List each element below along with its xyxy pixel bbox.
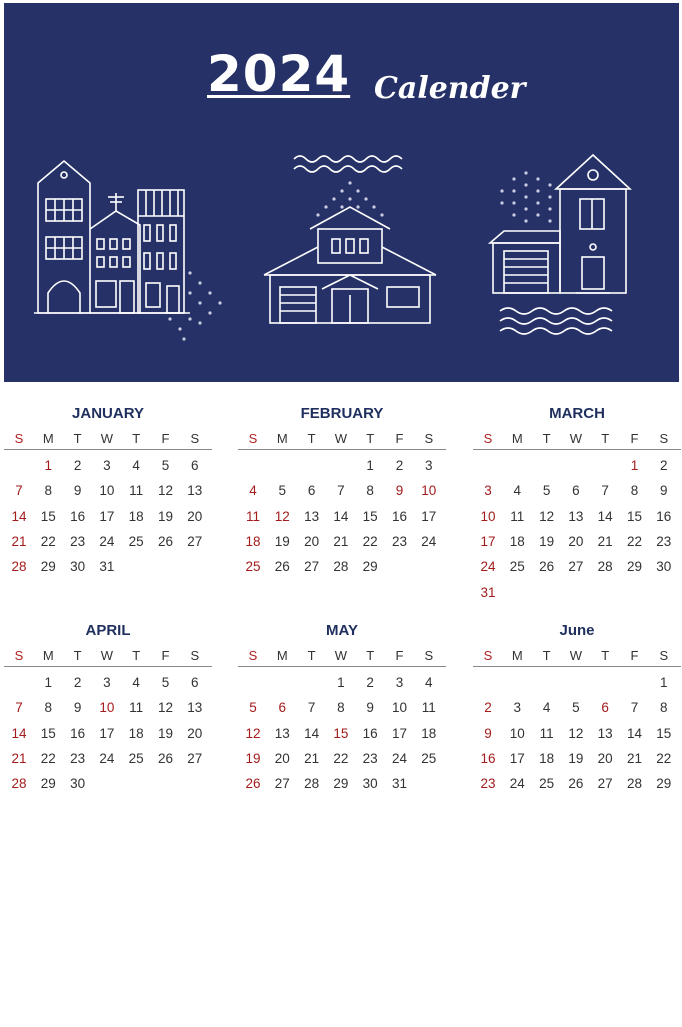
day-cell: 14: [597, 508, 613, 524]
day-cell: 4: [425, 675, 433, 690]
day-cell: 26: [157, 750, 174, 766]
day-cell: 28: [11, 776, 27, 792]
weekday-divider: [473, 666, 681, 667]
weekday-label: T: [132, 431, 141, 446]
day-cell: 25: [128, 750, 144, 766]
month-april: [4, 622, 212, 832]
day-cell: 30: [656, 559, 672, 575]
day-cell: 7: [307, 700, 316, 716]
weekday-label: W: [100, 431, 114, 446]
day-cell: 11: [129, 700, 144, 716]
day-cell: 8: [630, 483, 639, 499]
weekday-label: F: [161, 431, 170, 446]
weekday-label: T: [73, 648, 82, 663]
day-cell: 19: [157, 725, 174, 741]
day-cell: 13: [597, 725, 613, 741]
weekday-label: T: [542, 431, 551, 446]
day-cell: 1: [660, 675, 668, 690]
weekday-label: F: [395, 431, 404, 446]
day-cell: 9: [366, 700, 374, 716]
day-cell: 2: [366, 675, 374, 690]
day-cell: 1: [337, 675, 345, 690]
day-cell: 26: [157, 533, 174, 549]
day-cell: 18: [128, 508, 144, 524]
weekday-label: S: [248, 648, 258, 663]
day-cell: 5: [572, 700, 580, 716]
day-cell: 9: [73, 700, 82, 716]
day-cell: 2: [73, 675, 82, 690]
day-cell: 20: [597, 750, 613, 766]
day-cell: 29: [626, 559, 643, 575]
weekday-label: T: [601, 431, 610, 446]
day-cell: 14: [304, 725, 320, 741]
month-name: APRIL: [85, 622, 131, 639]
month-february: [238, 405, 446, 615]
weekday-divider: [473, 449, 681, 450]
day-cell: 4: [249, 483, 257, 499]
day-cell: 10: [391, 700, 408, 716]
weekday-label: S: [248, 431, 258, 446]
day-cell: 28: [597, 559, 613, 575]
day-cell: 6: [191, 458, 199, 473]
weekday-label: T: [307, 431, 316, 446]
day-cell: 9: [73, 483, 82, 499]
day-cell: 8: [44, 483, 53, 499]
day-cell: 22: [626, 533, 643, 549]
day-cell: 6: [601, 700, 609, 716]
day-cell: 24: [509, 776, 525, 792]
day-cell: 22: [333, 750, 349, 766]
weekday-label: T: [366, 431, 375, 446]
weekday-label: M: [511, 648, 523, 663]
day-cell: 29: [333, 776, 349, 792]
day-cell: 5: [542, 483, 551, 499]
day-cell: 23: [656, 533, 672, 549]
day-cell: 29: [362, 559, 378, 575]
weekday-label: T: [307, 648, 316, 663]
weekday-label: S: [190, 648, 200, 663]
day-cell: 20: [568, 533, 584, 549]
day-cell: 25: [421, 750, 437, 766]
day-cell: 24: [99, 533, 115, 549]
day-cell: 13: [187, 700, 203, 716]
day-cell: 24: [480, 559, 496, 575]
weekday-label: W: [100, 648, 114, 663]
day-cell: 20: [274, 750, 290, 766]
day-cell: 21: [11, 533, 27, 549]
day-cell: 3: [103, 458, 111, 473]
day-cell: 12: [539, 508, 555, 524]
weekday-label: T: [601, 648, 610, 663]
day-cell: 12: [568, 725, 584, 741]
weekday-label: F: [630, 648, 639, 663]
day-cell: 15: [626, 508, 643, 524]
day-cell: 9: [395, 483, 404, 499]
day-cell: 1: [630, 458, 639, 473]
day-cell: 29: [656, 776, 672, 792]
day-cell: 6: [572, 483, 580, 499]
year-title: 2024: [207, 45, 351, 103]
weekday-label: W: [334, 431, 348, 446]
day-cell: 11: [129, 483, 144, 499]
day-cell: 7: [630, 700, 639, 716]
day-cell: 30: [70, 776, 86, 792]
weekday-label: S: [424, 648, 434, 663]
day-cell: 2: [660, 458, 668, 473]
day-cell: 26: [274, 559, 290, 575]
day-cell: 15: [40, 508, 56, 524]
day-cell: 28: [304, 776, 320, 792]
day-cell: 13: [274, 725, 290, 741]
day-cell: 15: [40, 725, 56, 741]
day-cell: 11: [510, 508, 525, 524]
day-cell: 18: [128, 725, 144, 741]
weekday-label: S: [483, 648, 493, 663]
day-cell: 28: [11, 559, 27, 575]
day-cell: 7: [15, 483, 23, 499]
houses-illustration: [4, 3, 679, 382]
weekday-label: W: [334, 648, 348, 663]
day-cell: 24: [391, 750, 408, 766]
day-cell: 18: [421, 725, 437, 741]
day-cell: 16: [480, 750, 496, 766]
weekday-label: F: [395, 648, 404, 663]
weekday-label: S: [14, 431, 24, 446]
weekday-label: M: [276, 648, 288, 663]
day-cell: 8: [660, 700, 668, 716]
day-cell: 1: [44, 458, 53, 473]
day-cell: 5: [161, 675, 170, 690]
day-cell: 3: [513, 700, 522, 716]
month-january: [4, 405, 212, 615]
day-cell: 27: [568, 559, 584, 575]
day-cell: 16: [656, 508, 672, 524]
month-name: JANUARY: [72, 405, 144, 422]
weekday-label: S: [659, 431, 669, 446]
day-cell: 19: [539, 533, 555, 549]
month-name: June: [559, 622, 595, 639]
weekday-label: S: [424, 431, 434, 446]
day-cell: 13: [568, 508, 584, 524]
weekday-label: M: [276, 431, 288, 446]
day-cell: 1: [366, 458, 374, 473]
day-cell: 12: [245, 725, 261, 741]
day-cell: 17: [421, 508, 437, 524]
weekday-divider: [238, 449, 446, 450]
day-cell: 6: [191, 675, 199, 690]
month-name: MARCH: [549, 405, 605, 422]
day-cell: 23: [70, 533, 86, 549]
day-cell: 19: [274, 533, 290, 549]
day-cell: 18: [539, 750, 555, 766]
day-cell: 30: [362, 776, 378, 792]
day-cell: 24: [99, 750, 115, 766]
day-cell: 15: [362, 508, 378, 524]
right-house-icon: [490, 155, 630, 334]
header-banner: [4, 3, 679, 382]
day-cell: 8: [337, 700, 345, 716]
day-cell: 29: [40, 776, 56, 792]
day-cell: 15: [333, 725, 349, 741]
day-cell: 27: [597, 776, 613, 792]
month-june: [473, 622, 681, 1027]
month-name: FEBRUARY: [300, 405, 384, 422]
day-cell: 29: [40, 559, 56, 575]
day-cell: 3: [103, 675, 111, 690]
day-cell: 26: [568, 776, 584, 792]
day-cell: 25: [245, 559, 261, 575]
weekday-label: T: [132, 648, 141, 663]
day-cell: 18: [245, 533, 261, 549]
day-cell: 17: [391, 725, 408, 741]
weekday-divider: [238, 666, 446, 667]
town-buildings-icon: [34, 161, 190, 313]
day-cell: 1: [44, 675, 53, 690]
day-cell: 25: [539, 776, 555, 792]
day-cell: 27: [187, 750, 203, 766]
day-cell: 17: [509, 750, 525, 766]
weekday-label: W: [569, 431, 583, 446]
weekday-label: S: [483, 431, 493, 446]
day-cell: 4: [542, 700, 551, 716]
day-cell: 14: [626, 725, 643, 741]
weekday-label: T: [542, 648, 551, 663]
day-cell: 27: [187, 533, 203, 549]
day-cell: 24: [421, 533, 437, 549]
month-march: [473, 405, 681, 615]
day-cell: 21: [597, 533, 613, 549]
day-cell: 11: [421, 700, 436, 716]
month-may: [238, 622, 446, 832]
day-cell: 20: [187, 508, 203, 524]
day-cell: 17: [99, 508, 115, 524]
day-cell: 8: [366, 483, 374, 499]
day-cell: 4: [513, 483, 522, 499]
month-name: MAY: [326, 622, 358, 639]
day-cell: 7: [15, 700, 23, 716]
day-cell: 28: [626, 776, 643, 792]
day-cell: 12: [157, 483, 174, 499]
day-cell: 13: [304, 508, 320, 524]
day-cell: 10: [421, 483, 437, 499]
day-cell: 16: [391, 508, 408, 524]
day-cell: 5: [161, 458, 170, 473]
day-cell: 20: [304, 533, 320, 549]
day-cell: 17: [480, 533, 496, 549]
day-cell: 5: [278, 483, 287, 499]
weekday-label: F: [161, 648, 170, 663]
day-cell: 16: [70, 725, 86, 741]
day-cell: 23: [391, 533, 408, 549]
dot-pattern-decoration: [168, 171, 551, 340]
day-cell: 20: [187, 725, 203, 741]
day-cell: 3: [395, 675, 404, 690]
day-cell: 16: [70, 508, 86, 524]
day-cell: 23: [70, 750, 86, 766]
day-cell: 16: [362, 725, 378, 741]
day-cell: 19: [568, 750, 584, 766]
day-cell: 9: [660, 483, 668, 499]
day-cell: 8: [44, 700, 53, 716]
day-cell: 21: [11, 750, 27, 766]
day-cell: 6: [307, 483, 316, 499]
day-cell: 7: [337, 483, 345, 499]
day-cell: 13: [187, 483, 203, 499]
weekday-label: M: [42, 431, 54, 446]
center-house-icon: [264, 156, 436, 323]
day-cell: 27: [274, 776, 290, 792]
day-cell: 6: [278, 700, 287, 716]
calendar-title: Calender: [374, 71, 526, 106]
day-cell: 30: [70, 559, 86, 575]
day-cell: 26: [245, 776, 261, 792]
day-cell: 25: [128, 533, 144, 549]
weekday-label: S: [659, 648, 669, 663]
day-cell: 3: [484, 483, 492, 499]
day-cell: 31: [391, 776, 408, 792]
day-cell: 12: [274, 508, 290, 524]
day-cell: 14: [333, 508, 349, 524]
day-cell: 23: [480, 776, 496, 792]
day-cell: 10: [99, 483, 115, 499]
day-cell: 18: [509, 533, 525, 549]
day-cell: 11: [539, 725, 554, 741]
day-cell: 22: [656, 750, 672, 766]
day-cell: 27: [304, 559, 320, 575]
day-cell: 25: [509, 559, 525, 575]
weekday-label: S: [14, 648, 24, 663]
weekday-label: T: [73, 431, 82, 446]
day-cell: 14: [11, 725, 27, 741]
day-cell: 10: [99, 700, 115, 716]
weekday-label: M: [511, 431, 523, 446]
day-cell: 2: [484, 700, 492, 716]
day-cell: 21: [626, 750, 643, 766]
day-cell: 22: [362, 533, 378, 549]
weekday-label: M: [42, 648, 54, 663]
day-cell: 31: [480, 584, 496, 600]
weekday-label: S: [190, 431, 200, 446]
day-cell: 26: [539, 559, 555, 575]
day-cell: 2: [395, 458, 404, 473]
weekday-label: F: [630, 431, 639, 446]
day-cell: 21: [333, 533, 349, 549]
day-cell: 23: [362, 750, 378, 766]
day-cell: 15: [656, 725, 672, 741]
day-cell: 22: [40, 533, 56, 549]
weekday-label: T: [366, 648, 375, 663]
day-cell: 19: [157, 508, 174, 524]
weekday-divider: [4, 449, 212, 450]
day-cell: 4: [132, 675, 140, 690]
day-cell: 14: [11, 508, 27, 524]
day-cell: 7: [601, 483, 609, 499]
day-cell: 10: [480, 508, 496, 524]
day-cell: 31: [99, 559, 115, 575]
day-cell: 9: [484, 725, 492, 741]
day-cell: 12: [157, 700, 174, 716]
day-cell: 17: [99, 725, 115, 741]
day-cell: 28: [333, 559, 349, 575]
day-cell: 3: [425, 458, 433, 473]
day-cell: 4: [132, 458, 140, 473]
weekday-divider: [4, 666, 212, 667]
day-cell: 11: [245, 508, 260, 524]
weekday-label: W: [569, 648, 583, 663]
day-cell: 2: [73, 458, 82, 473]
day-cell: 22: [40, 750, 56, 766]
day-cell: 21: [304, 750, 320, 766]
day-cell: 5: [249, 700, 257, 716]
day-cell: 10: [509, 725, 525, 741]
day-cell: 19: [245, 750, 261, 766]
